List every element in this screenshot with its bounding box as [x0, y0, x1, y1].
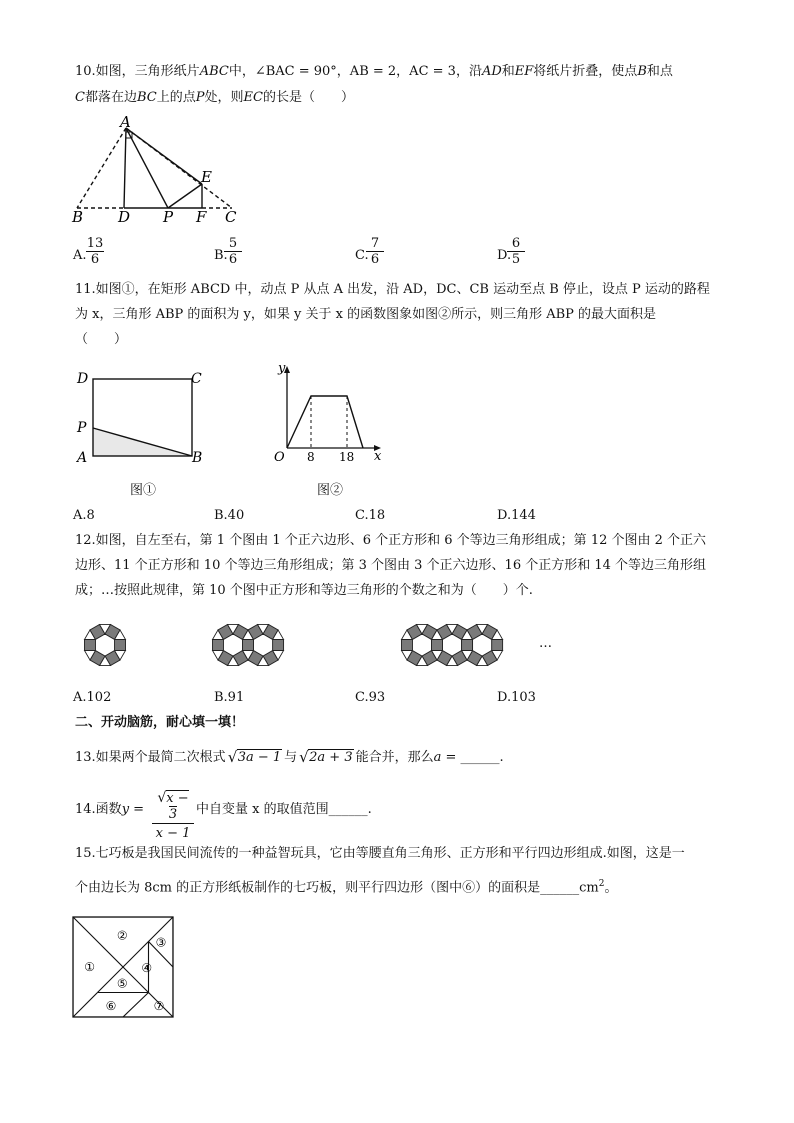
label-e: E: [201, 168, 212, 186]
q12-option-c: C.93: [355, 690, 386, 705]
q11-option-d: D.144: [497, 508, 536, 523]
q11-line-2: 为 x，三角形 ABP 的面积为 y，如果 y 关于 x 的函数图象如图②所示，则三角形 ABP 的最大面积是: [75, 307, 657, 322]
label-b: B: [72, 208, 84, 226]
pattern-square: [462, 640, 473, 651]
q13-line: 13.如果两个最简二次根式 √ 3a − 1 与 √ 2a + 3 能合并，那么a = ______.: [75, 748, 504, 766]
label-f: F: [196, 208, 207, 226]
q12-line-1: 12.如图，自左至右，第 1 个图由 1 个正六边形、6 个正方形和 6 个等边三角形组成；第 12 个图由 2 个正六: [75, 533, 707, 548]
q13-radical-2: √ 2a + 3: [299, 748, 353, 766]
q11-figure-2-graph: [270, 358, 390, 468]
q10-option-a-frac: $\frac{13}{6}$: [86, 236, 104, 267]
q12-pattern-figures: [0, 605, 794, 685]
pattern-square: [492, 640, 503, 651]
label-o: O: [274, 450, 285, 465]
piece-1: ①: [84, 960, 96, 975]
q10-option-b-frac: $\frac{5}{6}$: [224, 236, 242, 267]
q15-line-1: 15.七巧板是我国民间流传的一种益智玩具，它由等腰直角三角形、正方形和平行四边形组成.如图，这是一: [75, 846, 685, 861]
tick-8: 8: [307, 450, 315, 464]
label-c: C: [225, 208, 237, 226]
label-p: P: [163, 208, 174, 226]
function-graph: [287, 396, 363, 448]
section-2-heading: 二、开动脑筋，耐心填一填！: [75, 715, 245, 730]
label-c: C: [191, 371, 202, 387]
pattern-square: [273, 640, 284, 651]
q11-option-c: C.18: [355, 508, 386, 523]
edge-ap: [126, 128, 168, 208]
tick-18: 18: [339, 450, 355, 464]
edge-pe: [168, 184, 202, 208]
q11-option-a: A.8: [73, 508, 95, 523]
q11-figure-1-rectangle: [74, 366, 214, 466]
edge-ae: [126, 128, 202, 184]
edge-ab-dashed: [77, 128, 126, 208]
q15-line-2: 个由边长为 8cm 的正方形纸板制作的七巧板，则平行四边形（图中⑥）的面积是$\_\_\_\_\_\_cm^2$。: [75, 879, 618, 896]
label-a: A: [77, 450, 88, 466]
q12-line-3: 成；…按照此规律，第 10 个图中正方形和等边三角形的个数之和为（ ）个.: [75, 583, 533, 598]
piece-7: ⑦: [153, 998, 165, 1013]
edge-ad: [124, 128, 126, 208]
q14-post: 中自变量 x 的取值范围______.: [196, 802, 372, 817]
pattern-square: [115, 640, 126, 651]
q12-line-2: 边形、11 个正方形和 10 个等边三角形组成；第 3 个图由 3 个正六边形、16 个正方形和 14 个等边三角形组: [75, 558, 707, 573]
pattern-square: [401, 640, 412, 651]
q15-tangram-figure: [72, 916, 174, 1018]
q11-fig1-caption: 图①: [130, 483, 157, 498]
q10-option-d-frac: $\frac{6}{5}$: [507, 236, 525, 267]
q12-option-b: B.91: [214, 690, 245, 705]
pattern-square: [432, 640, 443, 651]
q11-line-1: 11.如图①，在矩形 ABCD 中，动点 P 从点 A 出发，沿 AD，DC、CB 运动至点 B 停止，设点 P 运动的路程: [75, 282, 710, 297]
pattern-square: [243, 640, 254, 651]
piece-2: ②: [116, 928, 128, 943]
label-x: x: [374, 449, 382, 464]
q10-figure-folded-triangle: [70, 113, 245, 228]
q12-ellipsis: …: [539, 636, 552, 651]
q11-option-b: B.40: [214, 508, 245, 523]
label-p: P: [77, 420, 87, 436]
q11-fig2-caption: 图②: [317, 483, 344, 498]
label-b: B: [192, 450, 203, 466]
q10-option-c-label: C.: [355, 248, 369, 263]
q10-option-a-label: A.: [73, 248, 87, 263]
q14-fraction: √x − 3 x − 1: [152, 790, 194, 842]
pattern-square: [212, 640, 223, 651]
piece-4: ④: [141, 961, 153, 976]
piece-5: ⑤: [116, 976, 128, 991]
q12-option-d: D.103: [497, 690, 536, 705]
q11-line-3: （ ）: [75, 332, 128, 347]
label-a: A: [120, 113, 131, 131]
label-d: D: [118, 208, 131, 226]
label-d: D: [77, 371, 89, 387]
q13-radical-1: √ 3a − 1: [227, 748, 282, 766]
piece-3: ③: [155, 935, 167, 950]
piece-6: ⑥: [105, 998, 117, 1013]
q12-option-a: A.102: [73, 690, 112, 705]
q10-line-2: C都落在边BC上的点P处，则EC的长是（ ）: [75, 90, 354, 105]
pattern-square: [84, 640, 95, 651]
label-y: y: [278, 361, 286, 376]
q10-option-b-label: B.: [214, 248, 228, 263]
q14-pre: 14.函数y =: [75, 802, 145, 817]
q10-option-c-frac: $\frac{7}{6}$: [366, 236, 384, 267]
q10-option-d-label: D.: [497, 248, 512, 263]
q10-line-1: 10.如图，三角形纸片ABC中，∠BAC = 90°，AB = 2，AC = 3，沿AD和EF将纸片折叠，使点B和点: [75, 64, 673, 79]
